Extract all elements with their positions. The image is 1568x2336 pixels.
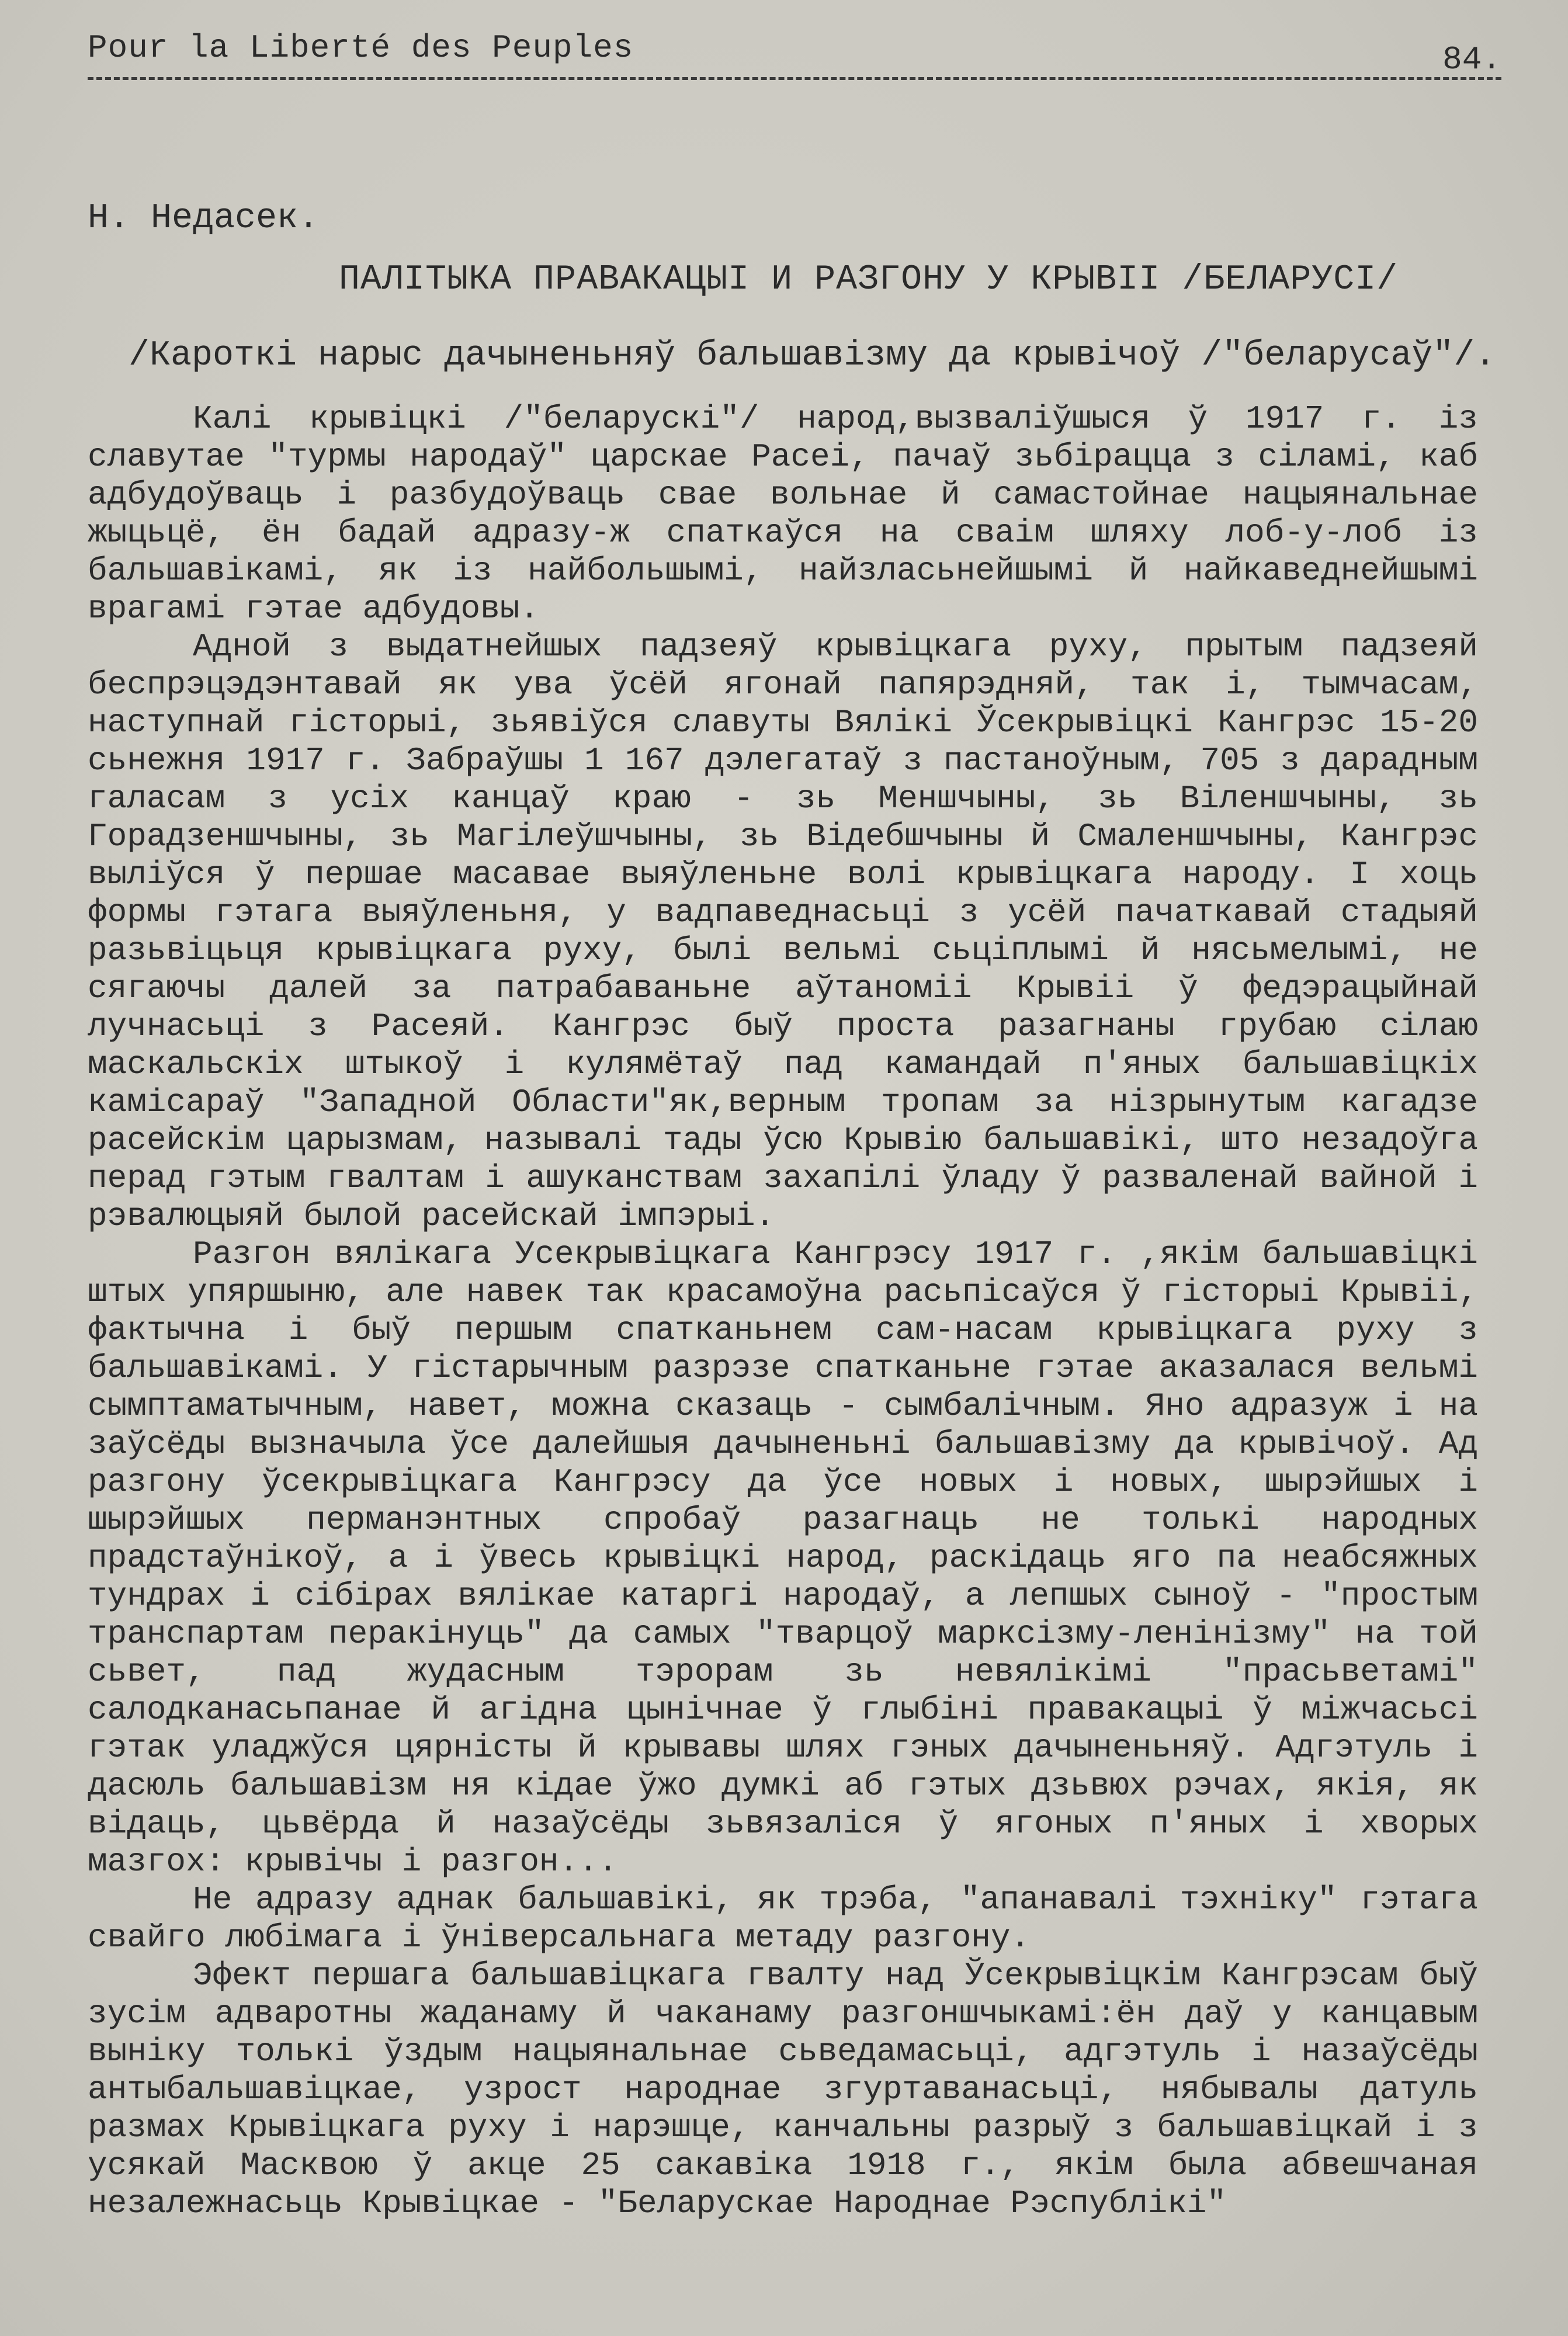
page-header — [88, 29, 1501, 82]
header-title: Pour la Liberté des Peuples — [88, 29, 634, 67]
paragraph: Не адразу аднак бальшавікі, як трэба, "апанавалі тэхніку" гэтага свайго любімага і ўніверсальнага метаду разгону. — [88, 1881, 1478, 1956]
paragraph: Адной з выдатнейшых падзеяў крывіцкага руху, прытым падзеяй беспрэцэдэнтавай як ува ўсёй ягонай папярэдняй, так і, тымчасам, наступнай гісторыі, зьявіўся славуты Вялікі Ўсекрывіцкі Кангрэс 15-20 сьнежня 1917 г. Забраўшы 1 167 дэлегатаў з пастаноўным, 705 з дарадным галасам з усіх канцаў краю - зь Меншчыны, зь Віленшчыны, зь Горадзеншчыны, зь Магілеўшчыны, зь Відебшчыны й Смаленшчыны, Кангрэс выліўся ў першае масавае выяўленьне волі крывіцкага народу. І хоць формы гэтага выяўленьня, у вадпаведнасьці з усёй пачаткавай стадыяй разьвіцьця крывіцкага руху, былі вельмі сьціплымі й нясьмелымі, не сягаючы далей за патрабаваньне аўтаноміі Крывіі ў федэрацыйнай лучнасьці з Расеяй. Кангрэс быў проста разагнаны грубаю сілаю маскальскіх штыкоў і кулямётаў пад камандай п'яных бальшавіцкіх камісараў "Западной Области"як,верным тропам за нізрынутым кагадзе расейскім царызмам, называлі тады ўсю Крывію бальшавікі, што незадоўга перад гэтым гвалтам і ашуканствам захапілі ўладу ў разваленай вайной і рэвалюцыяй былой расейскай імпэрыі. — [88, 628, 1478, 1235]
header-divider — [88, 77, 1501, 80]
paragraph: Эфект першага бальшавіцкага гвалту над Ўсекрывіцкім Кангрэсам быў зусім адваротны жаданаму й чаканаму разгоншчыкамі:ён даў у канцавым выніку толькі ўздым нацыянальнае сьведамасьці, адгэтуль і назаўсёды антыбальшавіцкае, узрост народнае згуртаванасьці, нябывалы датуль размах Крывіцкага руху і нарэшце, канчальны разрыў з бальшавіцкай і з усякай Масквою ў акце 25 сакавіка 1918 г., якім была абвешчаная незалежнасьць Крывіцкае - "Беларускае Народнае Рэспублікі" — [88, 1957, 1478, 2222]
article-body — [88, 400, 1478, 2223]
page-number: 84. — [1442, 41, 1501, 78]
article-title: ПАЛІТЫКА ПРАВАКАЦЫІ И РАЗГОНУ У КРЫВІІ /БЕЛАРУСІ/ — [339, 260, 1399, 300]
paragraph: Калі крывіцкі /"беларускі"/ народ,вызваліўшыся ў 1917 г. із славутае "турмы народаў" царскае Расеі, пачаў зьбірацца з сіламі, каб адбудоўваць і разбудоўваць свае вольнае й самастойнае нацыянальнае жыцьцё, ён бадай адразу-ж спаткаўся на сваім шляху лоб-у-лоб із бальшавікамі, як із найбольшымі, найзласьнейшымі й найкаведнейшымі врагамі гэтае адбудовы. — [88, 400, 1478, 627]
author-name: Н. Недасек. — [88, 199, 320, 238]
article-subtitle: /Кароткі нарыс дачыненьняў бальшавізму да крывічоў /"беларусаў"/. — [129, 336, 1496, 376]
paragraph: Разгон вялікага Усекрывіцкага Кангрэсу 1917 г. ,якім бальшавіцкі штых упяршыню, але навек так красамоўна расьпісаўся ў гісторыі Крывіі, фактычна і быў першым спатканьнем сам-насам крывіцкага руху з бальшавікамі. У гістарычным разрэзе спатканьне гэтае аказалася вельмі сымптаматычным, навет, можна сказаць - сымбалічным. Яно адразуж і на заўсёды вызначыла ўсе далейшыя дачыненьні бальшавізму да крывічоў. Ад разгону ўсекрывіцкага Кангрэсу да ўсе новых і новых, шырэйшых і шырэйшых перманэнтных спробаў разагнаць не толькі народных прадстаўнікоў, а і ўвесь крывіцкі народ, раскідаць яго па неабсяжных тундрах і сібірах вялікае катаргі народаў, а лепшых сыноў - "простым транспартам перакінуць" да самых "тварцоў марксізму-ленінізму" на той сьвет, пад жудасным тэрорам зь невялікімі "прасьветамі" салодканасьпанае й агідна цынічнае ў глыбіні правакацыі ў міжчасьсі гэтак уладжўся цярністы й крывавы шлях гэных дачыненьняў. Адгэтуль і дасюль бальшавізм ня кідае ўжо думкі аб гэтых дзьвюх рэчах, якія, як відаць, цьвёрда й назаўсёды зьвязаліся ў ягоных п'яных і хворых мазгох: крывічы і разгон... — [88, 1235, 1478, 1880]
